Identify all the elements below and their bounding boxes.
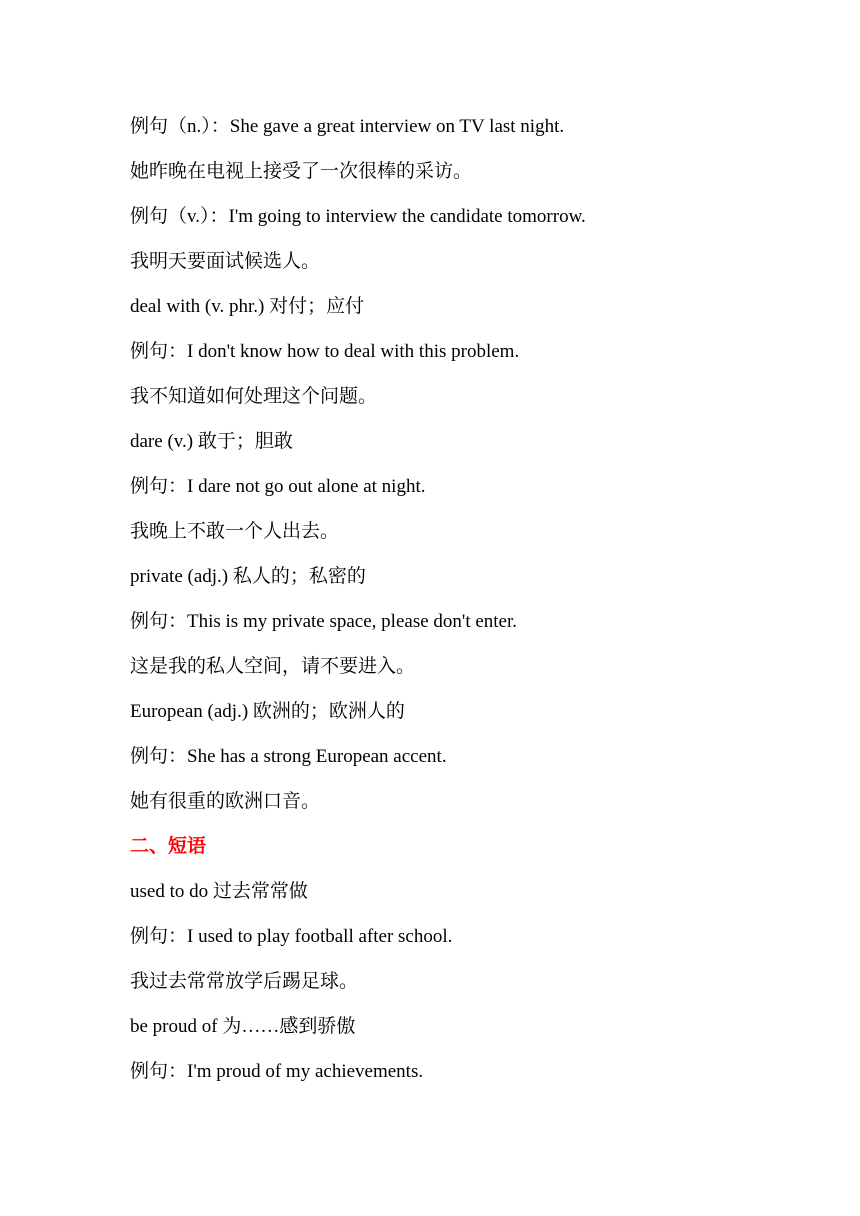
- vocabulary-entry: European (adj.) 欧洲的；欧洲人的: [130, 701, 405, 722]
- phrase-entry: be proud of 为……感到骄傲: [130, 1016, 356, 1037]
- vocabulary-entry: private (adj.) 私人的；私密的: [130, 566, 366, 587]
- translation-line: 我明天要面试候选人。: [130, 251, 321, 272]
- translation-line: 她有很重的欧洲口音。: [130, 791, 321, 812]
- example-sentence-line: 例句（v.）：I'm going to interview the candidate tomorrow.: [130, 206, 586, 227]
- translation-line: 这是我的私人空间，请不要进入。: [130, 656, 416, 677]
- example-sentence-line: 例句：She has a strong European accent.: [130, 746, 447, 767]
- example-sentence-line: 例句：This is my private space, please don't enter.: [130, 611, 518, 632]
- document-body: [130, 112, 810, 1102]
- example-sentence-line: 例句：I don't know how to deal with this problem.: [130, 341, 520, 362]
- translation-line: 我晚上不敢一个人出去。: [130, 521, 340, 542]
- example-sentence-line: 例句：I'm proud of my achievements.: [130, 1061, 424, 1082]
- example-sentence-line: 例句：I dare not go out alone at night.: [130, 476, 426, 497]
- example-sentence-line: 例句：I used to play football after school.: [130, 926, 453, 947]
- translation-line: 我过去常常放学后踢足球。: [130, 971, 359, 992]
- translation-line: 我不知道如何处理这个问题。: [130, 386, 378, 407]
- translation-line: 她昨晚在电视上接受了一次很棒的采访。: [130, 161, 473, 182]
- vocabulary-entry: dare (v.) 敢于；胆敢: [130, 431, 293, 452]
- section-heading-phrases: 二、短语: [130, 836, 207, 857]
- example-sentence-line: 例句（n.）：She gave a great interview on TV last night.: [130, 116, 565, 137]
- phrase-entry: used to do 过去常常做: [130, 881, 308, 902]
- vocabulary-entry: deal with (v. phr.) 对付；应付: [130, 296, 365, 317]
